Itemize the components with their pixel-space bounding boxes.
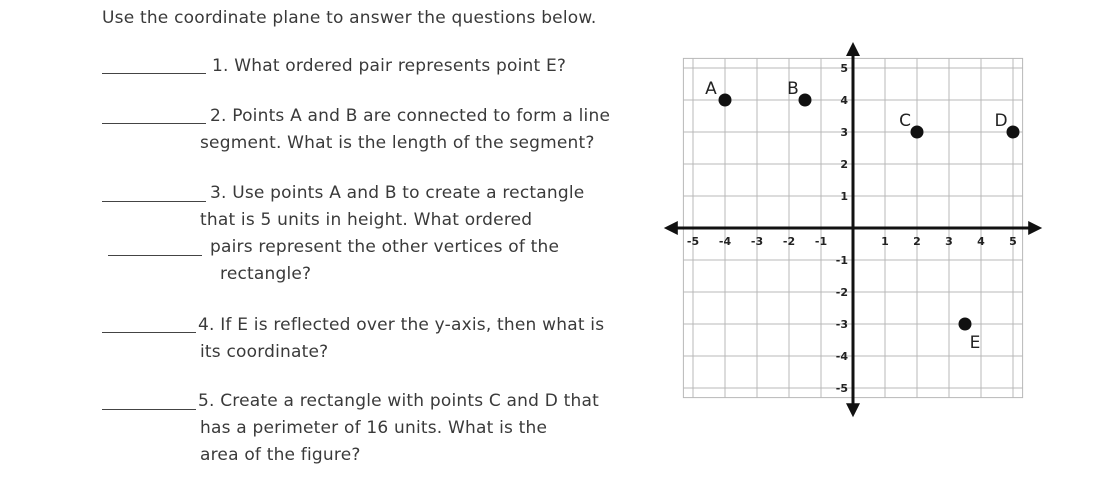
x-axis-left-arrow: [664, 221, 678, 235]
point-c: [911, 126, 924, 139]
y-tick-label: 4: [840, 94, 848, 107]
question-1-line-1: 1. What ordered pair represents point E?: [212, 56, 567, 76]
y-tick-label: -3: [835, 318, 848, 331]
question-3-line-1: 3. Use points A and B to create a rectangle: [210, 183, 585, 203]
question-2-line-1: 2. Points A and B are connected to form a line: [210, 106, 611, 126]
x-axis-right-arrow: [1028, 221, 1042, 235]
x-tick-label: 2: [913, 235, 921, 248]
x-tick-label: -2: [782, 235, 796, 248]
y-tick-label: 5: [840, 62, 848, 75]
question-3-line-2: that is 5 units in height. What ordered: [200, 210, 533, 230]
point-a: [719, 94, 732, 107]
question-5-line-1: 5. Create a rectangle with points C and D that: [198, 391, 599, 411]
point-label-c: C: [899, 111, 911, 131]
y-axis-up-arrow: [846, 42, 860, 56]
y-axis-down-arrow: [846, 403, 860, 417]
point-e: [959, 318, 972, 331]
x-tick-label: 3: [945, 235, 953, 248]
points: [705, 79, 1019, 353]
point-label-a: A: [705, 79, 717, 99]
point-label-d: D: [994, 111, 1008, 131]
x-tick-label: -5: [686, 235, 700, 248]
y-tick-label: -4: [835, 350, 848, 363]
y-tick-label: 2: [840, 158, 848, 171]
x-tick-label: 1: [881, 235, 889, 248]
question-4-line-1: 4. If E is reflected over the y-axis, then what is: [198, 315, 605, 335]
y-tick-label: -2: [835, 286, 848, 299]
point-d: [1007, 126, 1020, 139]
x-tick-label: -4: [718, 235, 732, 248]
y-tick-label: 1: [840, 190, 848, 203]
question-3-line-3: pairs represent the other vertices of the: [210, 237, 560, 257]
point-label-e: E: [969, 333, 981, 353]
question-4-line-2: its coordinate?: [200, 342, 329, 362]
y-tick-label: 3: [840, 126, 848, 139]
x-tick-label: -1: [814, 235, 828, 248]
y-tick-label: -5: [835, 382, 848, 395]
x-tick-label: 5: [1009, 235, 1017, 248]
y-tick-label: -1: [835, 254, 848, 267]
point-label-b: B: [787, 79, 799, 99]
x-tick-label: 4: [977, 235, 985, 248]
question-5-line-2: has a perimeter of 16 units. What is the: [200, 418, 548, 438]
question-5-line-3: area of the figure?: [200, 445, 361, 465]
point-b: [799, 94, 812, 107]
instructions: Use the coordinate plane to answer the questions below.: [102, 8, 597, 28]
question-3-line-4: rectangle?: [220, 264, 312, 284]
x-tick-label: -3: [750, 235, 764, 248]
question-2-line-2: segment. What is the length of the segment?: [200, 133, 595, 153]
